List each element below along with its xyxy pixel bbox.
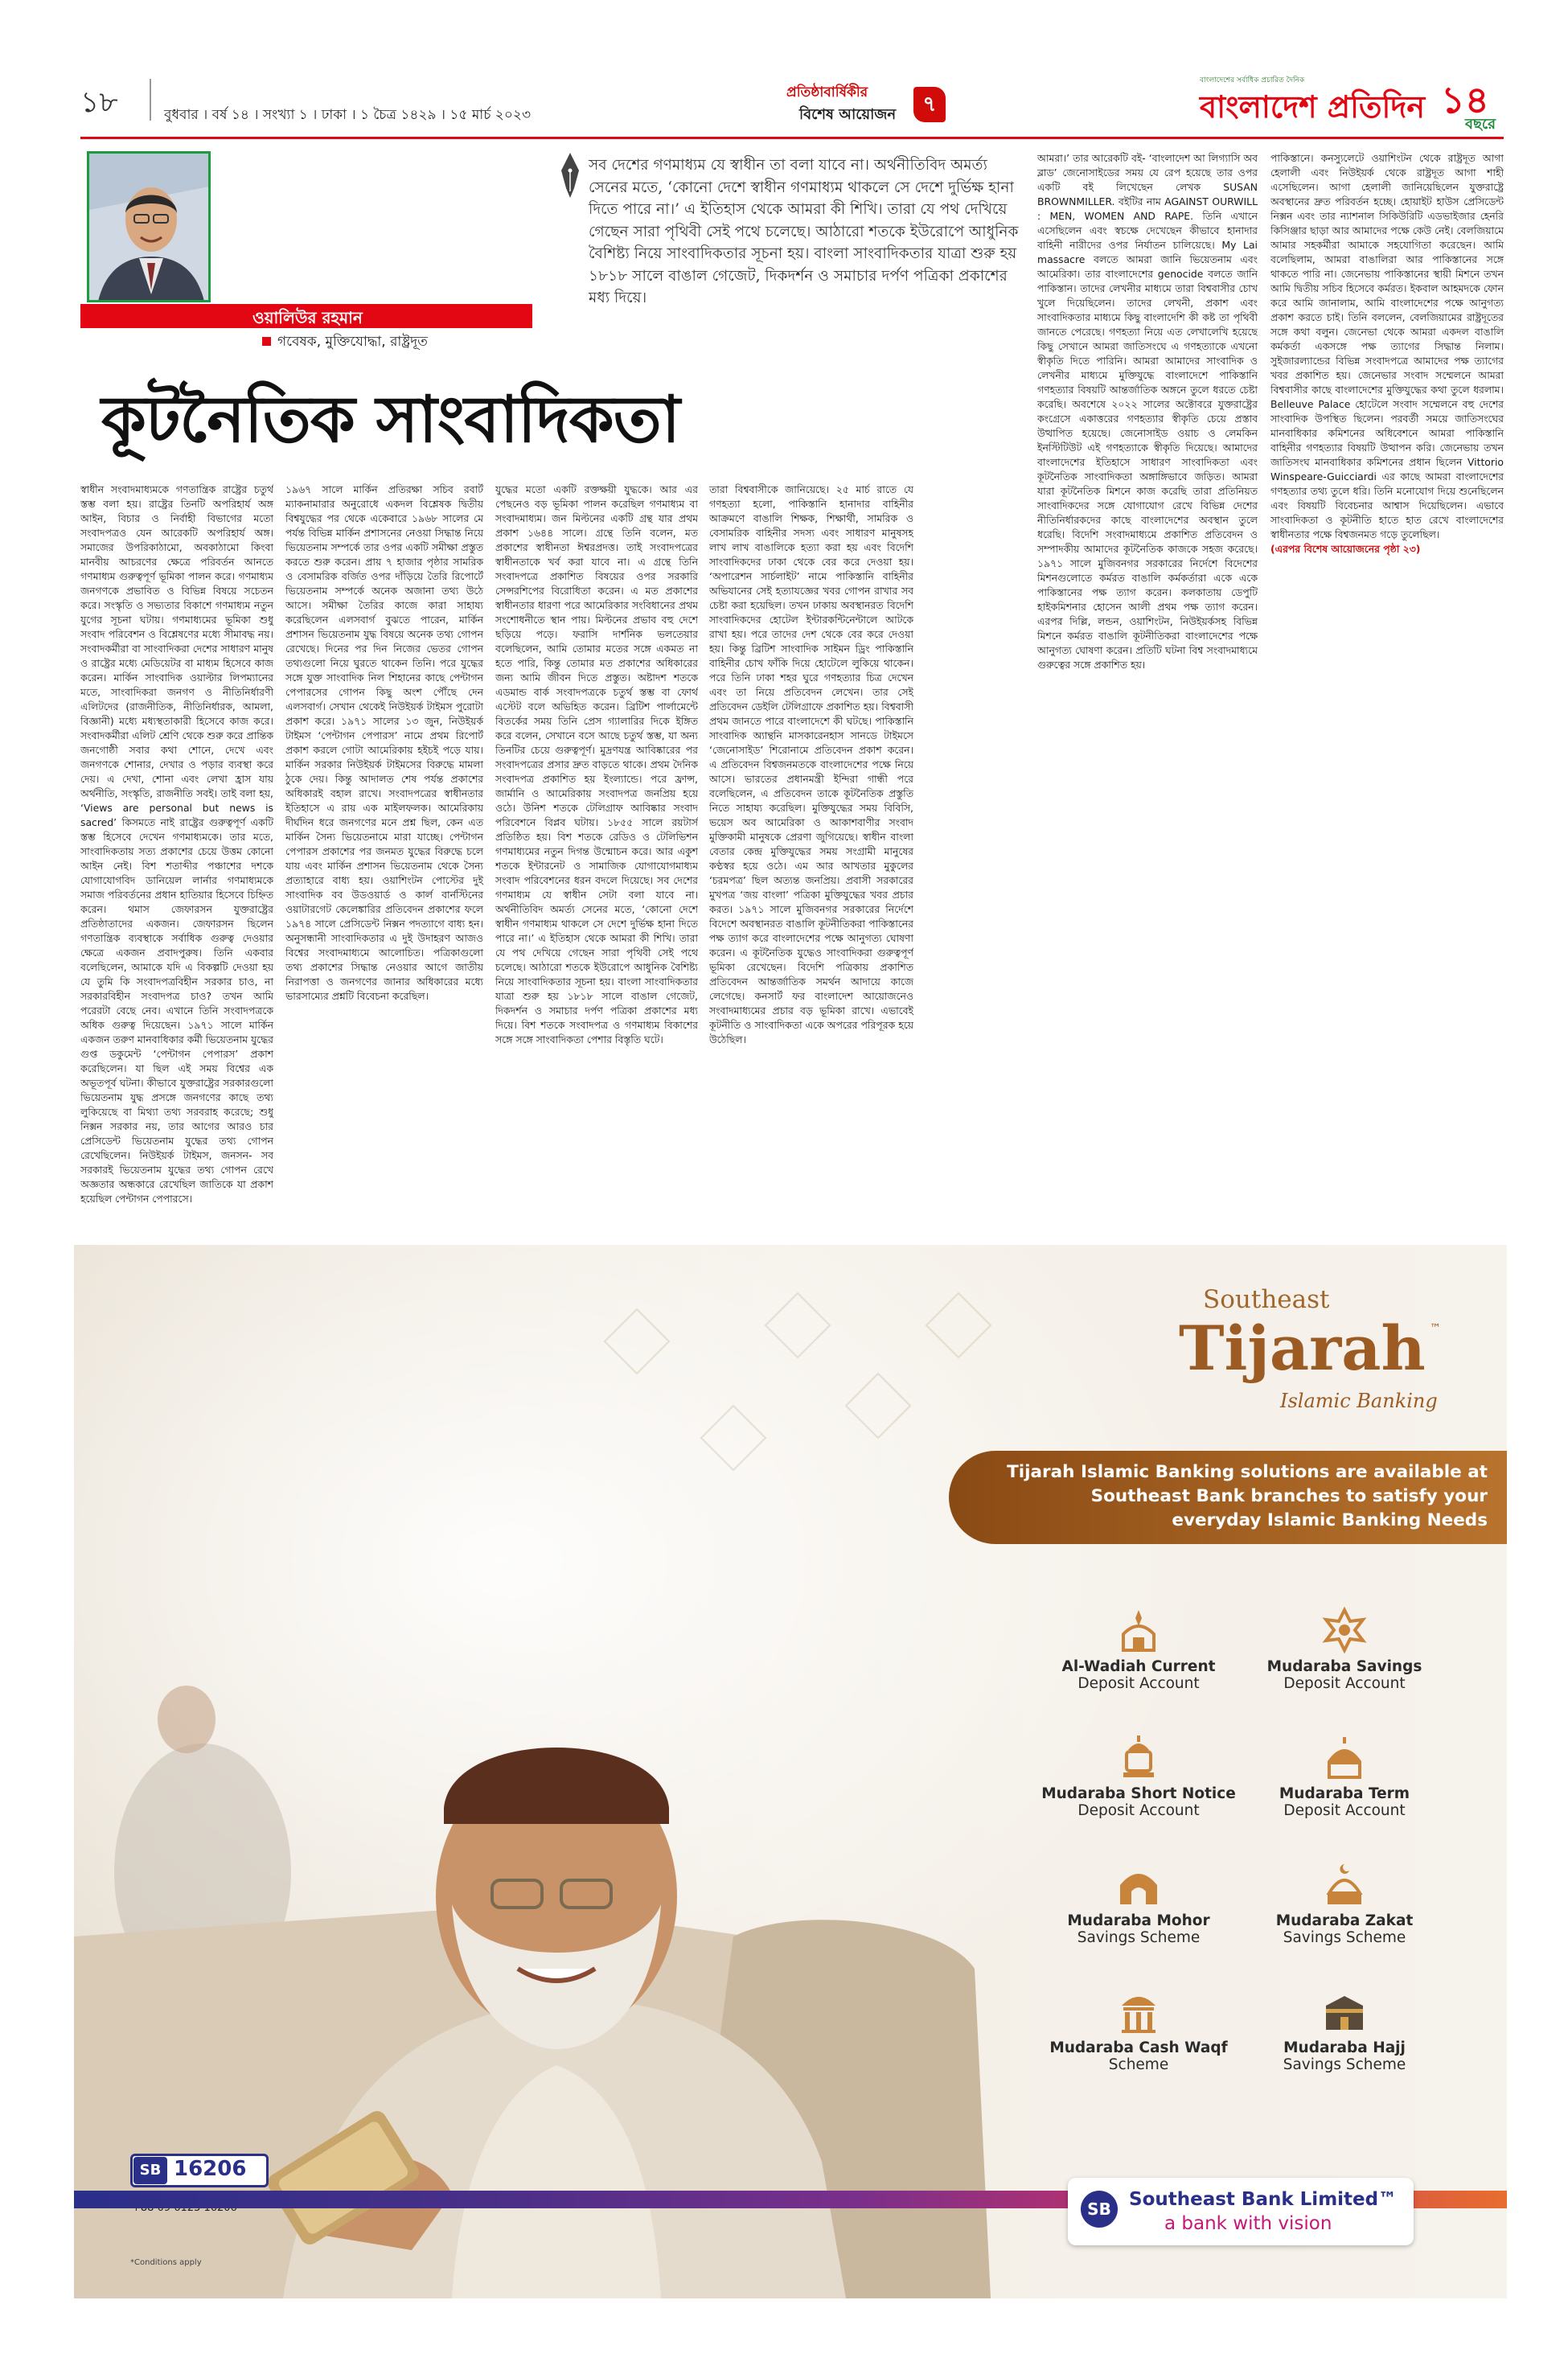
- article-text: স্বাধীন সংবাদমাধ্যমকে গণতান্ত্রিক রাষ্ট্রের চতুর্থ স্তম্ভ বলা হয়। রাষ্ট্রের তিনটি অপরিহার্য অঙ্গ আইন, বিচার ও নির্বাহী বিভাগের মতো সংবাদপত্রও যেন আরেকটি অপরিহার্য অঙ্গ। সমাজের উপরিকাঠামো, অবকাঠামো কিংবা মানবীয় আচরণের ক্ষেত্রে পরিবর্তন আনতে গণমাধ্যম গুরুত্বপূর্ণ ভূমিকা পালন করে। গণমাধ্যম জনগণকে প্রভাবিত ও বিভিন্ন বিষয়ে সচেতন করে। সংস্কৃতি ও সভ্যতার বিকাশে গণমাধ্যম নতুন যুগের সূচনা ঘটায়। গণমাধ্যমের ভূমিকা শুধু সংবাদ পরিবেশন ও বিশ্লেষণের মধ্যে সীমাবদ্ধ নয়। সংবাদকর্মীরা বা সাংবাদিকরা দেশের সাধারণ মানুষ ও রাষ্ট্রের মধ্যে মেডিয়েটর বা মাধ্যম হিসেবে কাজ করেন। মার্কিন সাংবাদিক ওয়াল্টার লিপম্যানের মতে, সাংবাদিকরা জনগণ ও নীতিনির্ধারণী এলিটদের (রাজনীতিক, নীতিনির্ধারক, আমলা, বিজ্ঞানী) মধ্যে মধ্যস্থতাকারী হিসেবে কাজ করে। সংবাদকর্মীরা এলিট শ্রেণি থেকে শুরু করে প্রান্তিক জনগোষ্ঠী সবার কথা শোনে, দেখে এবং জনগণকে শোনার, দেখার ও পড়ার ব্যবস্থা করে দেয়। এ দেখা, শোনা এবং লেখা হ্রাস যায় অর্থনীতি, সংস্কৃতি, রাজনীতি সবই। তাই বলা হয়, ‘Views are personal but news is sacred’ কিসমতে নাই রাষ্ট্রের গুরুত্বপূর্ণ একটি স্তম্ভ হিসেবে দেখেন গণমাধ্যমকে। তার মতে, সাংবাদিকতায় সত্য প্রকাশের চেয়ে উত্তম কোনো আইন নেই। বিশ শতাব্দীর পঞ্চাশের দশকে যোগাযোগবিদ ডানিয়েল লার্নার গণমাধ্যমকে সমাজ পরিবর্তনের প্রধান হাতিয়ার হিসেবে চিহ্নিত করেন। থমাস জেফারসন যুক্তরাষ্ট্রের প্রতিষ্ঠাতাদের একজন। জেফারসন ছিলেন গণতান্ত্রিক ব্যবস্থাকে সর্বাধিক গুরুত্ব দেওয়ার ক্ষেত্রে একজন প্রবাদপুরুষ। তিনি একবার বলেছিলেন, আমাকে যদি এ বিকল্পটি দেওয়া হয় যে তুমি কি সংবাদপত্রবিহীন সরকার চাও, না সরকারবিহীন সংবাদপত্র চাও? তখন আমি পরেরটা বেছে নেব। এখানে তিনি সংবাদপত্রকে অধিক গুরুত্ব দিয়েছেন। ১৯৭১ সালে মার্কিন একজন তরুণ মানবাধিকার কর্মী ভিয়েতনাম যুদ্ধের গুপ্ত ডকুমেন্ট ‘পেন্টাগন পেপারস’ প্রকাশ করেছিলেন। যা ছিল এই সময় বিশ্বের এক অভূতপূর্ব ঘটনা। কীভাবে যুক্তরাষ্ট্রের সরকারগুলো ভিয়েতনাম যুদ্ধ প্রসঙ্গে জনগণের কাছে তথ্য লুকিয়েছে বা মিথ্যা তথ্য সরবরাহ করেছে; শুধু নিক্সন সরকার নয়, তার আগের আরও চার প্রেসিডেন্ট ভিয়েতনাম যুদ্ধের তথ্য গোপন রেখেছিলেন। নিউইয়র্ক টাইমস, জনসন- সব সরকারই ভিয়েতনাম যুদ্ধের তথ্য গোপন রেখে অজ্ঞতার অন্ধকারে রেখেছিল জাতিকে যা প্রকাশ হয়েছিল পেন্টাগন পেপারসে।: [80, 483, 273, 1205]
- lantern-icon: [1115, 1734, 1162, 1780]
- author-title-text: গবেষক, মুক্তিযোদ্ধা, রাষ্ট্রদূত: [277, 334, 428, 350]
- product-name: Mudaraba Cash Waqf: [1049, 2039, 1228, 2056]
- anniversary-label: বছরে: [1465, 116, 1496, 133]
- hotline-badge[interactable]: [130, 2154, 269, 2221]
- page-number: ১৮: [80, 86, 118, 119]
- masthead-divider: [150, 79, 151, 121]
- author-byline: [80, 304, 532, 328]
- product-type: Deposit Account: [1283, 1675, 1406, 1692]
- author-name: ওয়ালিউর রহমান: [252, 308, 363, 327]
- product-name: Mudaraba Mohor: [1067, 1912, 1210, 1929]
- masthead: [80, 72, 1504, 135]
- article-headline: কূটনৈতিক সাংবাদিকতা: [101, 381, 679, 457]
- southeast-bank-mini-logo-icon: SB: [133, 2157, 167, 2184]
- dome-icon: [1321, 1734, 1368, 1780]
- article-column-1: [80, 483, 273, 1230]
- product-mudaraba-savings[interactable]: [1240, 1607, 1449, 1692]
- bank-slogan: a bank with vision: [1164, 2213, 1332, 2234]
- article-text: আমরা।’ তার আরেকটি বই- ‘বাংলাদেশ আ লিগ্যাসি অব ব্লাড’ জেনোসাইডের সময় যে রেপ হয়েছে তার ওপর একটি বই লিখেছেন লেখক SUSAN BROWNMILLER. বইটির নাম AGAINST OURWILL : MEN, WOMEN AND RAPE. তিনি এখানে এসেছিলেন এবং স্বচক্ষে দেখেছেন কীভাবে হানাদার বাহিনী নারীদের ওপর নির্যাতন চালিয়েছে। My Lai massacre বলতে আমরা জানি ভিয়েতনাম এবং আমেরিকা। তার বাংলাদেশের genocide বলতে জানি পাকিস্তান। তাদের লেখনীর মাধ্যমে তারা বিশ্ববাসীর চোখ খুলে দিয়েছিলেন। তাদের লেখনী, প্রকাশ এবং সাংবাদিকতার মাধ্যমে কিছু বাংলাদেশি কী কষ্ট তা পৃথিবী জানতে পেরেছে। গণহত্যা নিয়ে এত লেখালেখি হয়েছে কিছু সেখানে আমরা জাতিসংঘে এ গণহত্যাকে এখনো স্বীকৃতি দিতে পারিনি। আমরা আমাদের সাংবাদিক ও লেখনীর মাধ্যমে মুক্তিযুদ্ধে বাংলাদেশে পাকিস্তানি গণহত্যার বিষয়টি আন্তর্জাতিক অঙ্গনে তুলে ধরতে চেষ্টা করেছি। অবশেষে ২০২২ সালের অক্টোবরে যুক্তরাষ্ট্রের কংগ্রেসে একাত্তরের গণহত্যার স্বীকৃতি চেয়ে প্রস্তাব উত্থাপিত হয়েছে। জেনোসাইড ওয়াচ ও লেমকিন ইনস্টিটিউট এই গণহত্যাকে স্বীকৃতি দিয়েছে। আমাদের বাংলাদেশের ইতিহাসে সাধারণ সাংবাদিকতা এবং কূটনৈতিক সাংবাদিকতা অঙ্গাঙ্গিভাবে জড়িত। আমরা যারা কূটনৈতিক মিশনে কাজ করেছি তারা প্রতিনিয়ত সাংবাদিকদের সঙ্গে যোগাযোগ রেখে বিভিন্ন দেশের নীতিনির্ধারকদের কাছে বাংলাদেশের অবস্থান তুলে ধরেছি। বিদেশি সংবাদমাধ্যমে প্রকাশিত প্রতিবেদন ও সম্পাদকীয় আমাদের কূটনৈতিক কাজকে সহজ করেছে। ১৯৭১ সালে মুজিবনগর সরকারের নির্দেশে বিদেশের মিশনগুলোতে কর্মরত বাঙালি কর্মকর্তারা একে একে পাকিস্তানের পক্ষ ত্যাগ করেন। কলকাতায় ডেপুটি হাইকমিশনার হোসেন আলী প্রথম পক্ষ ত্যাগ করেন। এরপর দিল্লি, লন্ডন, ওয়াশিংটন, নিউইয়র্কসহ বিভিন্ন মিশনে কর্মরত বাঙালি কূটনীতিকরা বাংলাদেশের পক্ষে আনুগত্য ঘোষণা করেন। প্রতিটি ঘটনা বিশ্ব সংবাদমাধ্যমে গুরুত্বের সঙ্গে প্রকাশিত হয়।: [1037, 152, 1258, 671]
- product-name: Mudaraba Short Notice: [1041, 1785, 1236, 1802]
- bullet-square-icon: [262, 337, 271, 346]
- product-type: Savings Scheme: [1283, 2056, 1406, 2073]
- article-column-6: [1270, 151, 1504, 1230]
- article-text: যুদ্ধের মতো একটি রক্তক্ষয়ী যুদ্ধকে। আর এর পেছনেও বড় ভূমিকা পালন করেছিল গণমাধ্যম বা সংবাদমাধ্যম। জন মিল্টনের একটি গ্রন্থ যার প্রথম প্রকাশ ১৬৪৪ সালে। গ্রন্থে তিনি বলেন, মত প্রকাশের স্বাধীনতা ঈশ্বরপ্রদত্ত। তাই সংবাদপত্রের স্বাধীনতাকে খর্ব করা যাবে না। এ গ্রন্থে তিনি সংবাদপত্রে প্রকাশিত বিষয়ের ওপর সরকারি সেন্সরশিপের বিরোধিতা করেন। এ মত প্রকাশের স্বাধীনতার ধারণা পরে আমেরিকার সংবিধানের প্রথম সংশোধনীতে স্থান পায়। মিল্টনের প্রভাব বহু দেশে ছড়িয়ে পড়ে। ফরাসি দার্শনিক ভলতেয়ার বলেছিলেন, আমি তোমার মতের সঙ্গে একমত না হতে পারি, কিন্তু তোমার মত প্রকাশের অধিকারের জন্য আমি জীবন দিতে প্রস্তুত। অষ্টাদশ শতকে এডমান্ড বার্ক সংবাদপত্রকে চতুর্থ স্তম্ভ বা ফোর্থ এস্টেট বলে অভিহিত করেন। ব্রিটিশ পার্লামেন্টে বিতর্কের সময় তিনি প্রেস গ্যালারির দিকে ইঙ্গিত করে বলেন, সেখানে বসে আছে চতুর্থ স্তম্ভ, যা অন্য তিনটির চেয়ে গুরুত্বপূর্ণ। মুদ্রণযন্ত্র আবিষ্কারের পর সংবাদপত্রের প্রসার দ্রুত বাড়তে থাকে। প্রথম দৈনিক সংবাদপত্র প্রকাশিত হয় ইংল্যান্ডে। পরে ফ্রান্স, জার্মানি ও আমেরিকায় সংবাদপত্র জনপ্রিয় হয়ে ওঠে। উনিশ শতকে টেলিগ্রাফ আবিষ্কার সংবাদ পরিবেশনে বিপ্লব ঘটায়। ১৮৫৫ সালে রয়টার্স প্রতিষ্ঠিত হয়। বিশ শতকে রেডিও ও টেলিভিশন গণমাধ্যমের নতুন দিগন্ত উন্মোচন করে। আর একুশ শতকে ইন্টারনেট ও সামাজিক যোগাযোগমাধ্যম সংবাদ পরিবেশনের ধরন বদলে দিয়েছে। সব দেশের গণমাধ্যম যে স্বাধীন সেটা বলা যাবে না। অর্থনীতিবিদ অমর্ত্য সেনের মতে, ‘কোনো দেশে স্বাধীন গণমাধ্যম থাকলে সে দেশে দুর্ভিক্ষ হানা দিতে পারে না।’ এ ইতিহাস থেকে আমরা কী শিখি। তারা যে পথ দেখিয়ে গেছেন সারা পৃথিবী সেই পথে চলেছে। আঠারো শতকে ইউরোপে আধুনিক বৈশিষ্ট্য নিয়ে সাংবাদিকতার সূচনা হয়। বাংলা সাংবাদিকতার যাত্রা শুরু হয় ১৮১৮ সালে বাঙাল গেজেট, দিকদর্শন ও সমাচার দর্পণ পত্রিকা প্রকাশের মধ্য দিয়ে। বিশ শতকে সংবাদপত্র ও গণমাধ্যম বিকাশের সঙ্গে সঙ্গে সাংবাদিকতা পেশার বিস্তৃতি ঘটে।: [495, 483, 698, 1045]
- southeast-bank-logo-card[interactable]: [1068, 2178, 1414, 2245]
- product-type: Scheme: [1108, 2056, 1169, 2073]
- tijarah-brand-sub: Islamic Banking: [1280, 1390, 1438, 1412]
- article-text: পাকিস্তানে। কনস্যুলেটে ওয়াশিংটন থেকে রাষ্ট্রদূত আগা হেলালী এবং নিউইয়র্ক থেকে রাষ্ট্রদূত আগা শাহী এসেছিলেন। আগা হেলালী জানিয়েছিলেন যুক্তরাষ্ট্রে অবস্থানের দ্রুত পরিবর্তন হচ্ছে। হোয়াইট হাউস প্রেসিডেন্ট নিক্সন এবং তার ন্যাশনাল সিকিউরিটি এডভাইজার হেনরি কিসিঞ্জার ছাড়া আর আমাদের পক্ষে কেউ নেই। বেলজিয়ামে আমার সহকর্মীরা আমাকে সহযোগিতা করেছেন। আমি বলেছিলাম, আমরা বাঙালিরা আর পাকিস্তানের সঙ্গে থাকতে পারি না। জেনেভায় পাকিস্তানের স্থায়ী মিশনে তখন আমি দ্বিতীয় সচিব হিসেবে কর্মরত। ইকবাল আহমদকে ফোন করে আমি জানালাম, আমি বাংলাদেশের পক্ষে আনুগত্য প্রকাশ করতে চাই। তিনি বললেন, বেলজিয়ামের রাষ্ট্রদূতের সঙ্গে কথা বলুন। জেনেভা থেকে আমরা একদল বাঙালি কর্মকর্তা একসঙ্গে পক্ষ ত্যাগের সিদ্ধান্ত নিলাম। সুইজারল্যান্ডের বিভিন্ন সংবাদপত্রে আমাদের পক্ষ ত্যাগের খবর প্রকাশিত হয়। জেনেভার সংবাদ সম্মেলনে আমরা বিশ্ববাসীর কাছে বাংলাদেশের মুক্তিযুদ্ধের কথা তুলে ধরলাম। Belleuve Palace হোটেলে সংবাদ সম্মেলনে বহু দেশের সাংবাদিক উপস্থিত ছিলেন। পরবর্তী সময়ে জাতিসংঘের মানবাধিকার কমিশনের অধিবেশনে আমরা পাকিস্তানি বাহিনীর গণহত্যার বিষয়টি উত্থাপন করি। জেনেভায় তখন জাতিসংঘ মানবাধিকার কমিশনের প্রধান ছিলেন Vittorio Winspeare-Guicciardi এর কাছে আমরা বাংলাদেশের গণহত্যার তথ্য তুলে ধরি। তিনি মনোযোগ দিয়ে শুনেছিলেন এবং বিষয়টি বিবেচনার আশ্বাস দিয়েছিলেন। এভাবে সাংবাদিকতা ও কূটনীতি হাতে হাত রেখে বাংলাদেশের স্বাধীনতার পক্ষে বিশ্বজনমত গড়ে তুলেছিল।: [1270, 152, 1504, 540]
- southeast-bank-logo-icon: SB: [1081, 2191, 1118, 2228]
- banner-line: everyday Islamic Banking Needs: [1172, 1510, 1488, 1530]
- article-column-5: [1037, 151, 1258, 1230]
- arch-lamp-icon: [1115, 1607, 1162, 1653]
- product-mudaraba-hajj[interactable]: [1240, 1988, 1449, 2073]
- article-column-4: [709, 483, 913, 1230]
- pull-quote: সব দেশের গণমাধ্যম যে স্বাধীন তা বলা যাবে না। অর্থনীতিবিদ অমর্ত্য সেনের মতে, ‘কোনো দেশে স্বাধীন গণমাধ্যম থাকলে সে দেশে দুর্ভিক্ষ হানা দিতে পারে না।’ এ ইতিহাস থেকে আমরা কী শিখি। তারা যে পথ দেখিয়ে গেছেন সারা পৃথিবী সেই পথে চলেছে। আঠারো শতকে ইউরোপে আধুনিক বৈশিষ্ট্য নিয়ে সাংবাদিকতার সূচনা হয়। বাংলা সাংবাদিকতার যাত্রা শুরু হয় ১৮১৮ সালে বাঙাল গেজেট, দিকদর্শন ও সমাচার দর্পণ পত্রিকা প্রকাশের মধ্য দিয়ে।: [589, 157, 1019, 306]
- product-name: Mudaraba Savings: [1266, 1658, 1422, 1675]
- anniversary-number: ১৪: [1441, 78, 1489, 121]
- product-type: Savings Scheme: [1283, 1929, 1406, 1946]
- anniversary-badge: [1433, 72, 1505, 133]
- conditions-note: *Conditions apply: [130, 2258, 202, 2267]
- pavilion-icon: [1115, 1988, 1162, 2035]
- special-issue-line2: বিশেষ আয়োজন: [799, 106, 897, 123]
- banner-line: Southeast Bank branches to satisfy your: [1090, 1486, 1488, 1506]
- product-mudaraba-short-notice[interactable]: [1034, 1734, 1243, 1819]
- crescent-dome-icon: [1321, 1861, 1368, 1908]
- product-name: Mudaraba Hajj: [1283, 2039, 1406, 2056]
- tijarah-brand-top: Southeast: [1203, 1285, 1330, 1314]
- product-name: Mudaraba Zakat: [1275, 1912, 1414, 1929]
- article-column-3: [495, 483, 698, 1230]
- special-issue-badge: ৭: [913, 87, 946, 122]
- article-column-2: [285, 483, 483, 1230]
- newspaper-name: বাংলাদেশ প্রতিদিন: [1200, 88, 1426, 125]
- product-mudaraba-term[interactable]: [1240, 1734, 1449, 1819]
- mosque-arch-icon: [1115, 1861, 1162, 1908]
- star-ornament-icon: [1321, 1607, 1368, 1653]
- article-text: তারা বিশ্ববাসীকে জানিয়েছে। ২৫ মার্চ রাতে যে গণহত্যা হলো, পাকিস্তানি হানাদার বাহিনীর আক্রমণে বাঙালি শিক্ষক, শিক্ষার্থী, সামরিক ও বেসামরিক বাহিনীর সদস্য এবং সাধারণ মানুষসহ লাখ লাখ বাঙালিকে হত্যা করা হয় এবং বিদেশি সাংবাদিকদের ঢাকা থেকে বের করে দেওয়া হয়। ‘অপারেশন সার্চলাইট’ নামে পাকিস্তানি বাহিনীর অভিযানের সেই হত্যাযজ্ঞের খবর গোপন রাখার সব চেষ্টা করা হয়েছিল। তখন ঢাকায় অবস্থানরত বিদেশি সাংবাদিকদের হোটেল ইন্টারকন্টিনেন্টালে আটকে রাখা হয়। পরে তাদের দেশ থেকে বের করে দেওয়া হয়। কিন্তু ব্রিটিশ সাংবাদিক সাইমন ড্রিং পাকিস্তানি বাহিনীর চোখ ফাঁকি দিয়ে হোটেলে লুকিয়ে থাকেন। পরে তিনি ঢাকা শহর ঘুরে গণহত্যার চিত্র দেখেন এবং তা নিয়ে প্রতিবেদন লেখেন। তার সেই প্রতিবেদন ডেইলি টেলিগ্রাফে প্রকাশিত হয়। বিশ্ববাসী প্রথম জানতে পারে বাংলাদেশে কী ঘটছে। পাকিস্তানি সাংবাদিক অ্যান্থনি মাসকারেনহাস সানডে টাইমসে ‘জেনোসাইড’ শিরোনামে প্রতিবেদন প্রকাশ করেন। এ প্রতিবেদন বিশ্বজনমতকে বাংলাদেশের পক্ষে নিয়ে আসে। ভারতের প্রধানমন্ত্রী ইন্দিরা গান্ধী পরে বলেছিলেন, এ প্রতিবেদন তাকে কূটনৈতিক প্রস্তুতি নিতে সাহায্য করেছিল। মুক্তিযুদ্ধের সময় বিবিসি, ভয়েস অব আমেরিকা ও আকাশবাণীর সংবাদ মুক্তিকামী মানুষকে প্রেরণা জুগিয়েছে। স্বাধীন বাংলা বেতার কেন্দ্র মুক্তিযুদ্ধের সময় সংগ্রামী মানুষের কণ্ঠস্বর হয়ে ওঠে। এম আর আখতার মুকুলের ‘চরমপত্র’ ছিল অত্যন্ত জনপ্রিয়। প্রবাসী সরকারের মুখপত্র ‘জয় বাংলা’ পত্রিকা মুক্তিযুদ্ধের খবর প্রচার করত। ১৯৭১ সালে মুজিবনগর সরকারের নির্দেশে বিদেশে অবস্থানরত বাঙালি কূটনীতিকরা পাকিস্তানের পক্ষ ত্যাগ করে বাংলাদেশের পক্ষে আনুগত্য ঘোষণা করেন। এ কূটনৈতিক যুদ্ধেও সাংবাদিকরা গুরুত্বপূর্ণ ভূমিকা রেখেছেন। বিদেশি পত্রিকায় প্রকাশিত প্রতিবেদন আন্তর্জাতিক সমর্থন আদায়ে কাজে লেগেছে। কনসার্ট ফর বাংলাদেশ আয়োজনেও সংবাদমাধ্যমের প্রচার বড় ভূমিকা রাখে। এভাবেই কূটনীতি ও সাংবাদিকতা একে অপরের পরিপূরক হয়ে উঠেছিল।: [709, 483, 913, 1045]
- newspaper-tagline: বাংলাদেশের সর্বাধিক প্রচারিত দৈনিক: [1200, 76, 1305, 84]
- product-name: Mudaraba Term: [1279, 1785, 1410, 1802]
- product-type: Deposit Account: [1077, 1802, 1200, 1819]
- southeast-bank-advertisement[interactable]: [74, 1245, 1507, 2298]
- author-title: [262, 331, 428, 354]
- product-mudaraba-mohor[interactable]: [1034, 1861, 1243, 1946]
- article-text: ১৯৬৭ সালে মার্কিন প্রতিরক্ষা সচিব রবার্ট ম্যাকনামারার অনুরোধে একদল বিশ্লেষক দ্বিতীয় বিশ্বযুদ্ধের পর থেকে একেবারে ১৯৬৮ সালের মে পর্যন্ত বিভিন্ন মার্কিন প্রশাসনের নেওয়া সিদ্ধান্ত নিয়ে ভিয়েতনাম সম্পর্কে তার ওপর একটি সমীক্ষা প্রস্তুত করতে শুরু করেন। প্রায় ৭ হাজার পৃষ্ঠার সামরিক ও বেসামরিক বর্জিত ওপর দাঁড়িয়ে তৈরি রিপোর্টে ভিয়েতনাম সম্পর্কে অনেক অজানা তথ্য উঠে আসে। সমীক্ষা তৈরির কাজে কারা সাহায্য করেছিলেন এলসবার্গ বুঝতে পারেন, মার্কিন প্রশাসন ভিয়েতনাম যুদ্ধ বিষয়ে অনেক তথ্য গোপন রেখেছে। দিনের পর দিন নিজের ভেতর গোপন তথ্যগুলো নিয়ে ঘুরতে থাকেন তিনি। পরে যুদ্ধের সঙ্গে যুক্ত সাংবাদিক নিল শিহানের কাছে পেন্টাগন পেপারসের গোপন কিছু অংশ পৌঁছে দেন এলসবার্গ। সেখান থেকেই নিউইয়র্ক টাইমস পুরোটা প্রকাশ করে। ১৯৭১ সালের ১৩ জুন, নিউইয়র্ক টাইমস ‘পেন্টাগন পেপারস’ নামে প্রথম রিপোর্ট প্রকাশ করলে গোটা আমেরিকায় হইচই পড়ে যায়। মার্কিন সরকার নিউইয়র্ক টাইমসের বিরুদ্ধে মামলা ঠুকে দেয়। কিন্তু আদালত শেষ পর্যন্ত প্রকাশের অধিকারই বহাল রাখে। সংবাদপত্রের স্বাধীনতার ইতিহাসে এ রায় এক মাইলফলক। আমেরিকায় দীর্ঘদিন ধরে জনগণের মনে প্রশ্ন ছিল, কেন এত মার্কিন সৈন্য ভিয়েতনামে মারা যাচ্ছে। পেন্টাগন পেপারস প্রকাশের পর জনমত যুদ্ধের বিরুদ্ধে চলে যায় এবং মার্কিন প্রশাসন ভিয়েতনাম থেকে সৈন্য প্রত্যাহারে বাধ্য হয়। ওয়াশিংটন পোস্টের দুই সাংবাদিক বব উডওয়ার্ড ও কার্ল বার্নস্টিনের ওয়াটারগেট কেলেঙ্কারির প্রতিবেদন প্রকাশের ফলে ১৯৭৪ সালে প্রেসিডেন্ট নিক্সন পদত্যাগে বাধ্য হন। অনুসন্ধানী সাংবাদিকতার এ দুই উদাহরণ আজও বিশ্বের সংবাদমাধ্যমে আলোচিত। পত্রিকাগুলো তথ্য প্রকাশের সিদ্ধান্ত নেওয়ার আগে জাতীয় নিরাপত্তা ও জনগণের জানার অধিকারের মধ্যে ভারসাম্যের প্রশ্নটি বিবেচনা করেছিল।: [285, 483, 483, 1002]
- fountain-pen-icon: [558, 151, 582, 199]
- tijarah-banner: [949, 1451, 1507, 1544]
- masthead-rule: [80, 137, 1504, 139]
- dateline: বুধবার । বর্ষ ১৪ । সংখ্যা ১ । ঢাকা । ১ চৈত্র ১৪২৯ । ১৫ মার্চ ২০২৩: [164, 107, 531, 123]
- author-photo: [87, 151, 211, 302]
- kaaba-icon: [1321, 1988, 1368, 2035]
- product-mudaraba-cash-waqf[interactable]: [1034, 1988, 1243, 2073]
- product-mudaraba-zakat[interactable]: [1240, 1861, 1449, 1946]
- product-type: Deposit Account: [1283, 1802, 1406, 1819]
- continuation-note[interactable]: (এরপর বিশেষ আয়োজনের পৃষ্ঠা ২৩): [1270, 543, 1421, 555]
- special-issue-line1: প্রতিষ্ঠাবার্ষিকীর: [786, 84, 868, 101]
- product-al-wadiah-current[interactable]: [1034, 1607, 1243, 1692]
- banner-line: Tijarah Islamic Banking solutions are available at: [1007, 1462, 1488, 1482]
- tijarah-trademark: ™: [1430, 1322, 1441, 1335]
- hotline-number: 16206: [174, 2157, 247, 2181]
- bank-name: Southeast Bank Limited™: [1129, 2189, 1398, 2210]
- product-name: Al-Wadiah Current: [1061, 1658, 1216, 1675]
- tijarah-brand-name: Tijarah: [1179, 1312, 1426, 1384]
- newspaper-logo[interactable]: [1200, 72, 1505, 133]
- product-type: Savings Scheme: [1077, 1929, 1201, 1946]
- product-type: Deposit Account: [1077, 1675, 1200, 1692]
- special-issue-label: [786, 82, 947, 129]
